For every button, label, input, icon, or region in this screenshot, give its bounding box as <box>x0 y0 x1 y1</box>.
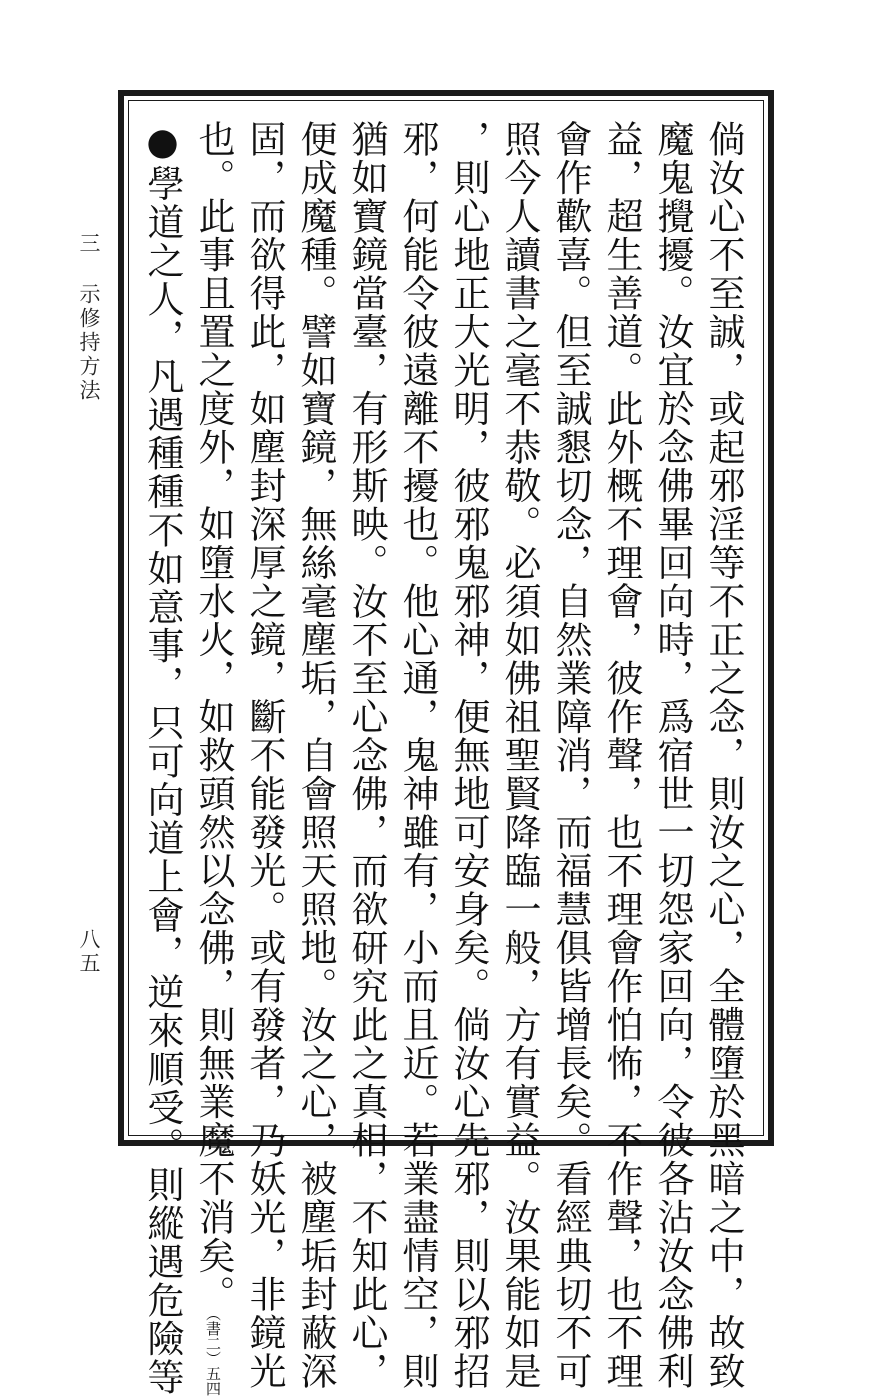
body-text <box>141 120 749 1397</box>
text-column: 便成魔種。譬如寶鏡，無絲毫塵垢，自會照天照地。汝之心，被塵垢封蔽深 <box>294 120 337 1391</box>
text-column: 魔鬼攪擾。汝宜於念佛畢回向時，爲宿世一切怨家回向，令彼各沾汝念佛利 <box>651 120 694 1391</box>
text-column: 固，而欲得此，如塵封深厚之鏡，斷不能發光。或有發者，乃妖光，非鏡光 <box>243 120 286 1391</box>
text-column: 倘汝心不至誠，或起邪淫等不正之念，則汝之心，全體墮於黑暗之中，故致 <box>702 120 745 1391</box>
text-column: 益，超生善道。此外概不理會，彼作聲，也不理會作怕怖，不作聲，也不理 <box>600 120 643 1391</box>
text-column: ●學道之人，凡遇種種不如意事，只可向道上會，逆來順受。則縱遇危險等 <box>141 120 184 1397</box>
page-number: 八五 <box>77 928 101 976</box>
text-column: ，則心地正大光明，彼邪鬼邪神，便無地可安身矣。倘汝心先邪，則以邪招 <box>447 120 490 1391</box>
text-column: 也。此事且置之度外，如墮水火，如救頭然以念佛，則無業魔不消矣。 <box>192 120 235 1314</box>
section-title: 三 示修持方法 <box>77 232 101 403</box>
source-footnote: （書二）五四 <box>204 1313 222 1396</box>
text-column: 猶如寶鏡當臺，有形斯映。汝不至心念佛，而欲研究此之真相，不知此心， <box>345 120 388 1391</box>
text-column-with-note <box>188 120 239 1396</box>
text-column: 照今人讀書之毫不恭敬。必須如佛祖聖賢降臨一般，方有實益。汝果能如是 <box>498 120 541 1391</box>
text-column: 邪，何能令彼遠離不擾也。他心通，鬼神雖有，小而且近。若業盡情空，則 <box>396 120 439 1391</box>
text-column: 會作歡喜。但至誠懇切念，自然業障消，而福慧俱皆增長矣。看經典切不可 <box>549 120 592 1391</box>
